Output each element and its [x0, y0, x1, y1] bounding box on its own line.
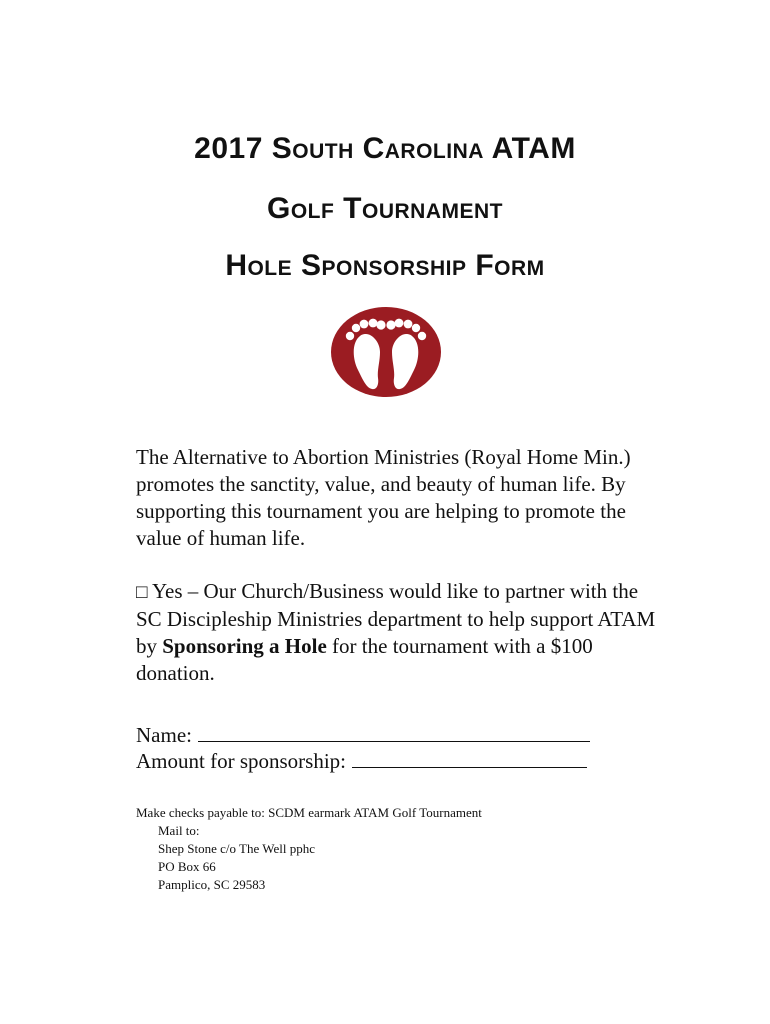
mail-address-line-3: Pamplico, SC 29583	[158, 877, 266, 892]
sponsor-checkbox[interactable]: □	[136, 582, 148, 603]
name-label: Name:	[136, 723, 192, 747]
payable-text: Make checks payable to: SCDM earmark ATAM Golf Tournament	[136, 805, 482, 820]
sponsor-text-before: Yes – Our Church/Business would like to partner with the SC Discipleship Ministries department to help support ATAM by	[136, 579, 656, 658]
name-field[interactable]	[198, 723, 590, 742]
sponsor-text-after: for the tournament with a $100 donation.	[136, 634, 593, 685]
title-line-3: Hole Sponsorship Form	[225, 249, 545, 282]
mail-address-line-1: Shep Stone c/o The Well pphc	[158, 841, 315, 856]
sponsor-bold-text: Sponsoring a Hole	[162, 634, 327, 658]
name-field-row	[136, 722, 590, 749]
mail-label: Mail to:	[158, 823, 200, 838]
title-line-1: 2017 South Carolina ATAM	[194, 132, 576, 165]
title-line-2: Golf Tournament	[267, 192, 503, 225]
amount-label: Amount for sponsorship:	[136, 749, 346, 773]
mail-address-line-2: PO Box 66	[158, 859, 216, 874]
amount-field-row	[136, 748, 587, 775]
amount-field[interactable]	[352, 749, 587, 768]
footprints-logo-icon	[330, 306, 442, 398]
intro-paragraph: The Alternative to Abortion Ministries (Royal Home Min.) promotes the sanctity, value, and beauty of human life. By supporting this tournament you are helping to promote the value of human life.	[136, 445, 631, 550]
sponsor-paragraph	[136, 578, 661, 687]
